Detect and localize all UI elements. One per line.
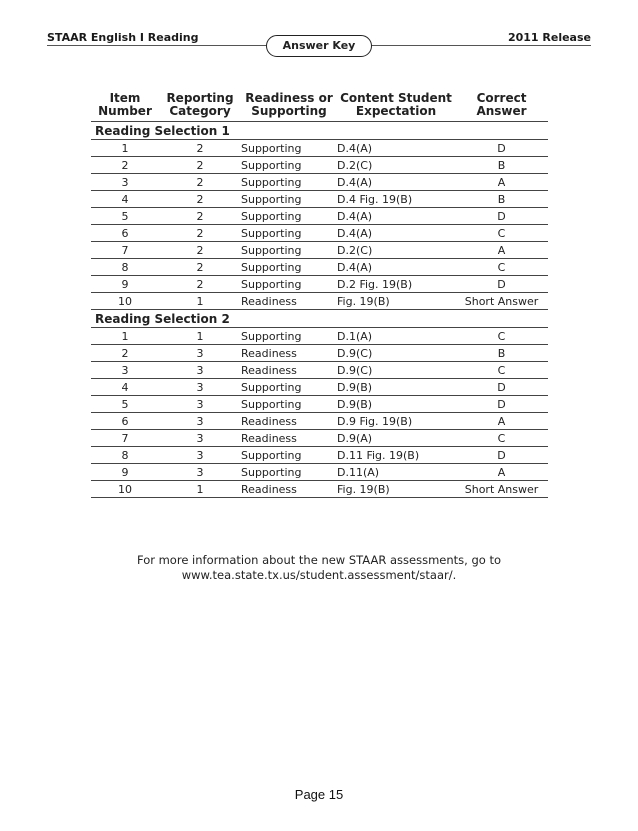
cell-reporting-category: 2 [159,242,241,259]
cell-item-number: 1 [91,140,159,157]
cell-item-number: 4 [91,191,159,208]
cell-expectation: Fig. 19(B) [337,293,455,310]
cell-readiness: Supporting [241,396,337,413]
cell-correct-answer: D [455,276,548,293]
page-number: Page 15 [294,787,344,802]
table-row [91,464,548,481]
cell-readiness: Supporting [241,259,337,276]
cell-reporting-category: 2 [159,191,241,208]
table-body [91,122,548,498]
cell-reporting-category: 2 [159,276,241,293]
table-row [91,379,548,396]
table-row [91,481,548,498]
cell-item-number: 6 [91,413,159,430]
cell-expectation: D.4(A) [337,140,455,157]
cell-reporting-category: 2 [159,259,241,276]
footnote-line-1: For more information about the new STAAR assessments, go to [136,553,502,567]
cell-correct-answer: B [455,157,548,174]
cell-correct-answer: A [455,464,548,481]
table-row [91,157,548,174]
cell-item-number: 6 [91,225,159,242]
cell-correct-answer: D [455,140,548,157]
cell-item-number: 8 [91,447,159,464]
cell-item-number: 5 [91,208,159,225]
table-row [91,174,548,191]
cell-reporting-category: 3 [159,345,241,362]
cell-item-number: 4 [91,379,159,396]
column-header-expectation: Content Student Expectation [337,90,455,122]
cell-reporting-category: 2 [159,140,241,157]
cell-item-number: 10 [91,481,159,498]
cell-correct-answer: A [455,242,548,259]
cell-expectation: D.9(B) [337,396,455,413]
table-row [91,396,548,413]
cell-readiness: Readiness [241,293,337,310]
table-row [91,430,548,447]
cell-reporting-category: 1 [159,293,241,310]
cell-correct-answer: C [455,259,548,276]
table-row [91,447,548,464]
cell-expectation: D.11 Fig. 19(B) [337,447,455,464]
cell-expectation: Fig. 19(B) [337,481,455,498]
cell-correct-answer: Short Answer [455,481,548,498]
cell-expectation: D.4(A) [337,225,455,242]
cell-readiness: Readiness [241,362,337,379]
cell-expectation: D.4(A) [337,259,455,276]
header-release: 2011 Release [507,31,591,44]
cell-readiness: Supporting [241,464,337,481]
cell-reporting-category: 3 [159,447,241,464]
cell-item-number: 2 [91,157,159,174]
cell-expectation: D.4 Fig. 19(B) [337,191,455,208]
header-rule-right [371,45,591,46]
cell-readiness: Supporting [241,174,337,191]
cell-reporting-category: 2 [159,208,241,225]
table-row [91,191,548,208]
table-row [91,140,548,157]
section-title: Reading Selection 1 [91,122,548,140]
cell-item-number: 7 [91,430,159,447]
cell-correct-answer: B [455,191,548,208]
cell-item-number: 2 [91,345,159,362]
cell-item-number: 8 [91,259,159,276]
cell-correct-answer: D [455,379,548,396]
cell-expectation: D.9(A) [337,430,455,447]
cell-reporting-category: 3 [159,464,241,481]
table-row [91,276,548,293]
cell-correct-answer: C [455,362,548,379]
cell-readiness: Supporting [241,208,337,225]
cell-expectation: D.4(A) [337,174,455,191]
cell-item-number: 3 [91,174,159,191]
cell-correct-answer: C [455,328,548,345]
section-title: Reading Selection 2 [91,310,548,328]
cell-correct-answer: C [455,225,548,242]
cell-item-number: 9 [91,464,159,481]
cell-readiness: Supporting [241,140,337,157]
cell-reporting-category: 1 [159,328,241,345]
table-row [91,242,548,259]
header-rule-left [47,45,267,46]
answer-key-table [91,90,548,498]
cell-correct-answer: A [455,174,548,191]
cell-expectation: D.9(C) [337,362,455,379]
cell-reporting-category: 1 [159,481,241,498]
cell-expectation: D.9(B) [337,379,455,396]
cell-readiness: Readiness [241,430,337,447]
cell-item-number: 3 [91,362,159,379]
answer-key-badge: Answer Key [266,35,372,57]
cell-readiness: Supporting [241,379,337,396]
column-header-readiness: Readiness or Supporting [241,90,337,122]
cell-correct-answer: D [455,396,548,413]
footnote-url[interactable]: www.tea.state.tx.us/student.assessment/staar/. [181,568,457,582]
column-header-correct-answer: Correct Answer [455,90,548,122]
cell-readiness: Supporting [241,328,337,345]
cell-reporting-category: 3 [159,396,241,413]
cell-expectation: D.2(C) [337,157,455,174]
cell-correct-answer: Short Answer [455,293,548,310]
cell-reporting-category: 2 [159,157,241,174]
cell-correct-answer: D [455,208,548,225]
cell-correct-answer: C [455,430,548,447]
table-row [91,225,548,242]
cell-readiness: Readiness [241,481,337,498]
cell-readiness: Supporting [241,447,337,464]
cell-reporting-category: 3 [159,362,241,379]
table-row [91,345,548,362]
cell-readiness: Readiness [241,413,337,430]
cell-correct-answer: D [455,447,548,464]
cell-expectation: D.9(C) [337,345,455,362]
cell-readiness: Supporting [241,276,337,293]
cell-item-number: 5 [91,396,159,413]
cell-correct-answer: A [455,413,548,430]
cell-item-number: 10 [91,293,159,310]
cell-expectation: D.11(A) [337,464,455,481]
cell-item-number: 9 [91,276,159,293]
cell-reporting-category: 3 [159,379,241,396]
cell-reporting-category: 3 [159,413,241,430]
cell-readiness: Supporting [241,191,337,208]
section-row [91,310,548,328]
table-row [91,293,548,310]
cell-expectation: D.2(C) [337,242,455,259]
cell-item-number: 1 [91,328,159,345]
cell-expectation: D.4(A) [337,208,455,225]
cell-readiness: Supporting [241,225,337,242]
column-header-reporting-category: Reporting Category [159,90,241,122]
cell-reporting-category: 2 [159,174,241,191]
table-row [91,208,548,225]
cell-expectation: D.1(A) [337,328,455,345]
table-row [91,259,548,276]
cell-readiness: Supporting [241,157,337,174]
cell-correct-answer: B [455,345,548,362]
cell-expectation: D.2 Fig. 19(B) [337,276,455,293]
cell-readiness: Supporting [241,242,337,259]
cell-item-number: 7 [91,242,159,259]
section-row [91,122,548,140]
table-header-row [91,90,548,122]
cell-reporting-category: 3 [159,430,241,447]
footnote [0,553,638,583]
column-header-item-number: Item Number [91,90,159,122]
header-subject: STAAR English I Reading [47,31,199,44]
table-row [91,362,548,379]
cell-readiness: Readiness [241,345,337,362]
cell-expectation: D.9 Fig. 19(B) [337,413,455,430]
cell-reporting-category: 2 [159,225,241,242]
table-row [91,413,548,430]
table-row [91,328,548,345]
